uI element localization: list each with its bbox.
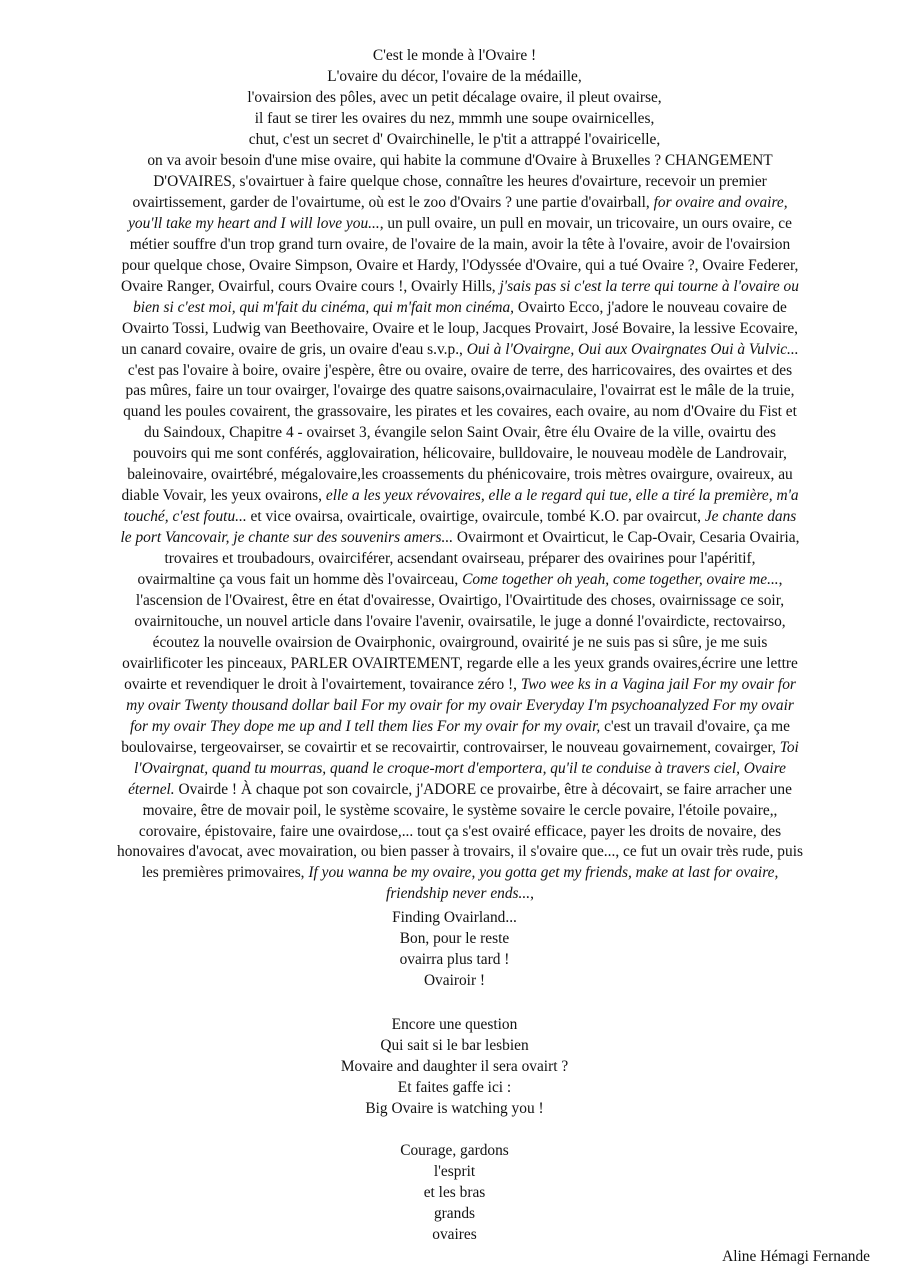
paragraph-line bbox=[40, 507, 880, 528]
italic-quote: j'sais pas si c'est la terre qui tourne à l'ovaire ou bbox=[499, 277, 799, 295]
italic-quote: Je chante dans bbox=[704, 508, 797, 526]
intro-line: C'est le monde à l'Ovaire ! bbox=[372, 47, 537, 64]
paragraph-line bbox=[40, 381, 880, 402]
closing-stanza bbox=[40, 908, 869, 992]
italic-quote: my ovair Twenty thousand dollar bail For my ovair for my ovair Everyday I'm psychoanalyzed For my ovair bbox=[126, 696, 794, 714]
text-run: Ovaire Ranger, Ovairful, cours Ovaire cours !, Ovairly Hills, bbox=[121, 277, 500, 295]
italic-quote: Two wee ks in a Vagina jail For my ovair for bbox=[520, 675, 796, 693]
italic-quote: If you wanna be my ovaire, you gotta get my friends, make at last for ovaire, bbox=[308, 864, 779, 882]
text-run: Ovairde ! À chaque pot son covaircle, j'ADORE ce provairbe, être à décovairt, se faire arracher une bbox=[174, 780, 792, 798]
text-run: , bbox=[778, 571, 783, 589]
text-run: c'est un travail d'ovaire, ça me bbox=[604, 717, 790, 735]
paragraph-line bbox=[40, 486, 880, 507]
italic-quote: you'll take my heart and I will love you... bbox=[128, 214, 380, 232]
text-run: ovairnitouche, un nouvel article dans l'ovaire l'avenir, ovairsatile, le juge a donné l'ovairdicte, rectovairso, bbox=[134, 612, 786, 630]
paragraph-line bbox=[40, 675, 880, 696]
paragraph-line bbox=[40, 738, 880, 759]
paragraph-line bbox=[40, 780, 880, 801]
paragraph-line bbox=[40, 319, 880, 340]
text-run: du Saindoux, Chapitre 4 - ovairset 3, évangile selon Saint Ovair, être élu Ovaire de la ville, ovairtu des bbox=[144, 424, 776, 442]
paragraph-line bbox=[40, 612, 880, 633]
text-run: et vice ovairsa, ovairticale, ovairtige, ovaircule, tombé K.O. par ovaircut, bbox=[246, 508, 705, 526]
courage-line: grands bbox=[433, 1204, 476, 1222]
text-run: ovairmaltine ça vous fait un homme dès l'ovairceau, bbox=[137, 571, 463, 589]
italic-quote: touché, c'est foutu... bbox=[123, 508, 247, 526]
paragraph-line bbox=[40, 633, 880, 654]
text-run: movaire, être de movair poil, le système scovaire, le système sovaire le cercle povaire, l'étoile povaire,, bbox=[142, 801, 778, 819]
italic-quote: Oui à l'Ovairgne, Oui aux Ovairgnates Oui à Vulvic... bbox=[466, 340, 799, 358]
paragraph-line bbox=[40, 696, 880, 717]
text-run: les premières primovaires, bbox=[141, 864, 309, 882]
courage-line: Courage, gardons bbox=[400, 1142, 509, 1159]
text-run: trovaires et troubadours, ovairciférer, acsendant ovairseau, préparer des ovairines pour l'apéritif, bbox=[164, 550, 756, 568]
text-run: ovairtissement, garder de l'ovairtume, où est le zoo d'Ovairs ? une partie d'ovairball, bbox=[132, 193, 654, 211]
text-run: c'est pas l'ovaire à boire, ovaire j'espère, être ou ovaire, ovaire de terre, des harricovaires, des ovairtes et des bbox=[127, 361, 793, 379]
closing-line: Bon, pour le reste bbox=[399, 929, 510, 947]
intro-line: chut, c'est un secret d' Ovairchinelle, le p'tit a attrappé l'ovairicelle, bbox=[248, 130, 661, 148]
text-run: quand les poules covairent, the grassovaire, les pirates et les covaires, each ovaire, au nom d'Ovaire du Fist et bbox=[123, 403, 797, 421]
closing-line: ovairra plus tard ! bbox=[399, 950, 510, 968]
question-stanza bbox=[40, 1015, 869, 1120]
intro-stanza bbox=[40, 46, 869, 151]
paragraph-line bbox=[40, 214, 880, 235]
text-run: boulovairse, tergeovairser, se covairtir et se recovairtir, controvairser, le nouveau govairnement, covairger, bbox=[121, 738, 780, 756]
paragraph-line bbox=[40, 298, 880, 319]
text-run: baleinovaire, ovairtébré, mégalovaire,les croassements du phénicovaire, trois mètres ovairgure, ovaireux, au bbox=[127, 466, 793, 484]
italic-quote: elle a les yeux révovaires, elle a le regard qui tue, elle a tiré la première, m'a bbox=[325, 487, 799, 505]
text-run: Ovairto Tossi, Ludwig van Beethovaire, Ovaire et le loup, Jacques Provairt, José Bovaire, la lessive Ecovaire, bbox=[121, 319, 799, 337]
paragraph-line bbox=[40, 256, 880, 277]
paragraph-line bbox=[40, 423, 880, 444]
text-run: métier souffre d'un trop grand turn ovaire, de l'ovaire de la main, avoir la tête à l'ovaire, avoir de l'ovairsion bbox=[129, 235, 791, 253]
text-run: l'ascension de l'Ovairest, être en état d'ovairesse, Ovairtigo, l'Ovairtitude des choses, ovairnissage ce soir, bbox=[135, 592, 785, 610]
paragraph-line bbox=[40, 801, 880, 822]
author-signature: Aline Hémagi Fernande bbox=[722, 1248, 870, 1265]
paragraph-line bbox=[40, 193, 880, 214]
paragraph-line bbox=[40, 591, 880, 612]
paragraph-line bbox=[40, 465, 880, 486]
text-run: pour quelque chose, Ovaire Simpson, Ovaire et Hardy, l'Odyssée d'Ovaire, qui a tué Ovaire ?, Ovaire Federer, bbox=[121, 256, 799, 274]
paragraph-line bbox=[40, 402, 880, 423]
paragraph-line bbox=[40, 361, 880, 382]
text-run: , un pull ovaire, un pull en movair, un tricovaire, un ours ovaire, ce bbox=[379, 214, 792, 232]
courage-line: l'esprit bbox=[433, 1162, 476, 1180]
question-line: Qui sait si le bar lesbien bbox=[380, 1036, 529, 1054]
text-run: pouvoirs qui me sont conférés, agglovairation, hélicovaire, bulldovaire, le nouveau modèle de Landrovair, bbox=[133, 445, 787, 463]
italic-quote: for ovaire and ovaire, bbox=[653, 193, 788, 211]
text-run: D'OVAIRES, s'ovairtuer à faire quelque chose, connaître les heures d'ovairture, recevoir un premier bbox=[153, 172, 767, 190]
text-run: ovairlificoter les pinceaux, PARLER OVAIRTEMENT, regarde elle a les yeux grands ovaires,écrire une lettre bbox=[122, 654, 798, 672]
paragraph-line bbox=[40, 842, 880, 863]
text-run: on va avoir besoin d'une mise ovaire, qui habite la commune d'Ovaire à Bruxelles ? CHANGEMENT bbox=[147, 152, 773, 169]
paragraph-line bbox=[40, 570, 880, 591]
italic-quote: le port Vancovair, je chante sur des souvenirs amers... bbox=[120, 529, 454, 547]
main-paragraph bbox=[40, 151, 880, 905]
paragraph-line bbox=[40, 863, 880, 884]
italic-quote: friendship never ends... bbox=[386, 885, 531, 903]
text-run: un canard covaire, ovaire de gris, un ovaire d'eau s.v.p., bbox=[121, 340, 467, 358]
paragraph-line bbox=[40, 444, 880, 465]
paragraph-line bbox=[40, 884, 880, 905]
closing-line: Ovairoir ! bbox=[423, 971, 486, 989]
paragraph-line bbox=[40, 172, 880, 193]
italic-quote: éternel. bbox=[128, 780, 175, 798]
text-run: Ovairmont et Ovairticut, le Cap-Ovair, Cesaria Ovairia, bbox=[453, 529, 800, 547]
courage-line: et les bras bbox=[423, 1183, 486, 1201]
italic-quote: for my ovair They dope me up and I tell them lies For my ovair for my ovair, bbox=[130, 717, 605, 735]
text-run: , bbox=[530, 885, 534, 903]
italic-quote: Come together oh yeah, come together, ovaire me... bbox=[462, 571, 779, 589]
question-line: Movaire and daughter il sera ovairt ? bbox=[340, 1057, 569, 1075]
paragraph-line bbox=[40, 549, 880, 570]
paragraph-line bbox=[40, 717, 880, 738]
closing-line: Finding Ovairland... bbox=[392, 909, 517, 926]
text-run: corovaire, épistovaire, faire une ovairdose,... tout ça s'est ovairé efficace, payer les droits de novaire, des bbox=[138, 822, 782, 840]
italic-quote: Toi bbox=[779, 738, 799, 756]
paragraph-line bbox=[40, 822, 880, 843]
paragraph-line bbox=[40, 340, 880, 361]
paragraph-line bbox=[40, 151, 880, 172]
text-run: écoutez la nouvelle ovairsion de Ovairphonic, ovairground, ovairité je ne suis pas si sûre, je me suis bbox=[152, 633, 768, 651]
intro-line: l'ovairsion des pôles, avec un petit décalage ovaire, il pleut ovairse, bbox=[247, 88, 662, 106]
text-run: diable Vovair, les yeux ovairons, bbox=[121, 487, 326, 505]
text-run: honovaires d'avocat, avec movairation, ou bien passer à trovairs, il s'ovaire que..., ce fut un ovair très rude, puis bbox=[117, 843, 803, 861]
text-run: Ovairto Ecco, j'adore le nouveau covaire de bbox=[514, 298, 787, 316]
italic-quote: bien si c'est moi, qui m'fait du cinéma, qui m'fait mon cinéma, bbox=[133, 298, 515, 316]
paragraph-line bbox=[40, 277, 880, 298]
intro-line: L'ovaire du décor, l'ovaire de la médaille, bbox=[327, 67, 582, 85]
courage-line: ovaires bbox=[432, 1225, 477, 1243]
paragraph-line bbox=[40, 654, 880, 675]
paragraph-line bbox=[40, 235, 880, 256]
paragraph-line bbox=[40, 528, 880, 549]
italic-quote: l'Ovairgnat, quand tu mourras, quand le croque-mort d'emportera, qu'il te conduise à travers ciel, Ovaire bbox=[134, 759, 786, 777]
text-run: ovairte et revendiquer le droit à l'ovairtement, tovairance zéro !, bbox=[124, 675, 521, 693]
text-run: pas mûres, faire un tour ovairger, l'ovairge des quatre saisons,ovairnaculaire, l'ovairrat est le mâle de la truie, bbox=[125, 382, 795, 400]
question-line: Encore une question bbox=[391, 1016, 518, 1033]
question-line: Et faites gaffe ici : bbox=[397, 1078, 512, 1096]
paragraph-line bbox=[40, 759, 880, 780]
intro-line: il faut se tirer les ovaires du nez, mmmh une soupe ovairnicelles, bbox=[254, 109, 655, 127]
courage-stanza bbox=[40, 1141, 869, 1246]
question-line: Big Ovaire is watching you ! bbox=[365, 1099, 544, 1117]
